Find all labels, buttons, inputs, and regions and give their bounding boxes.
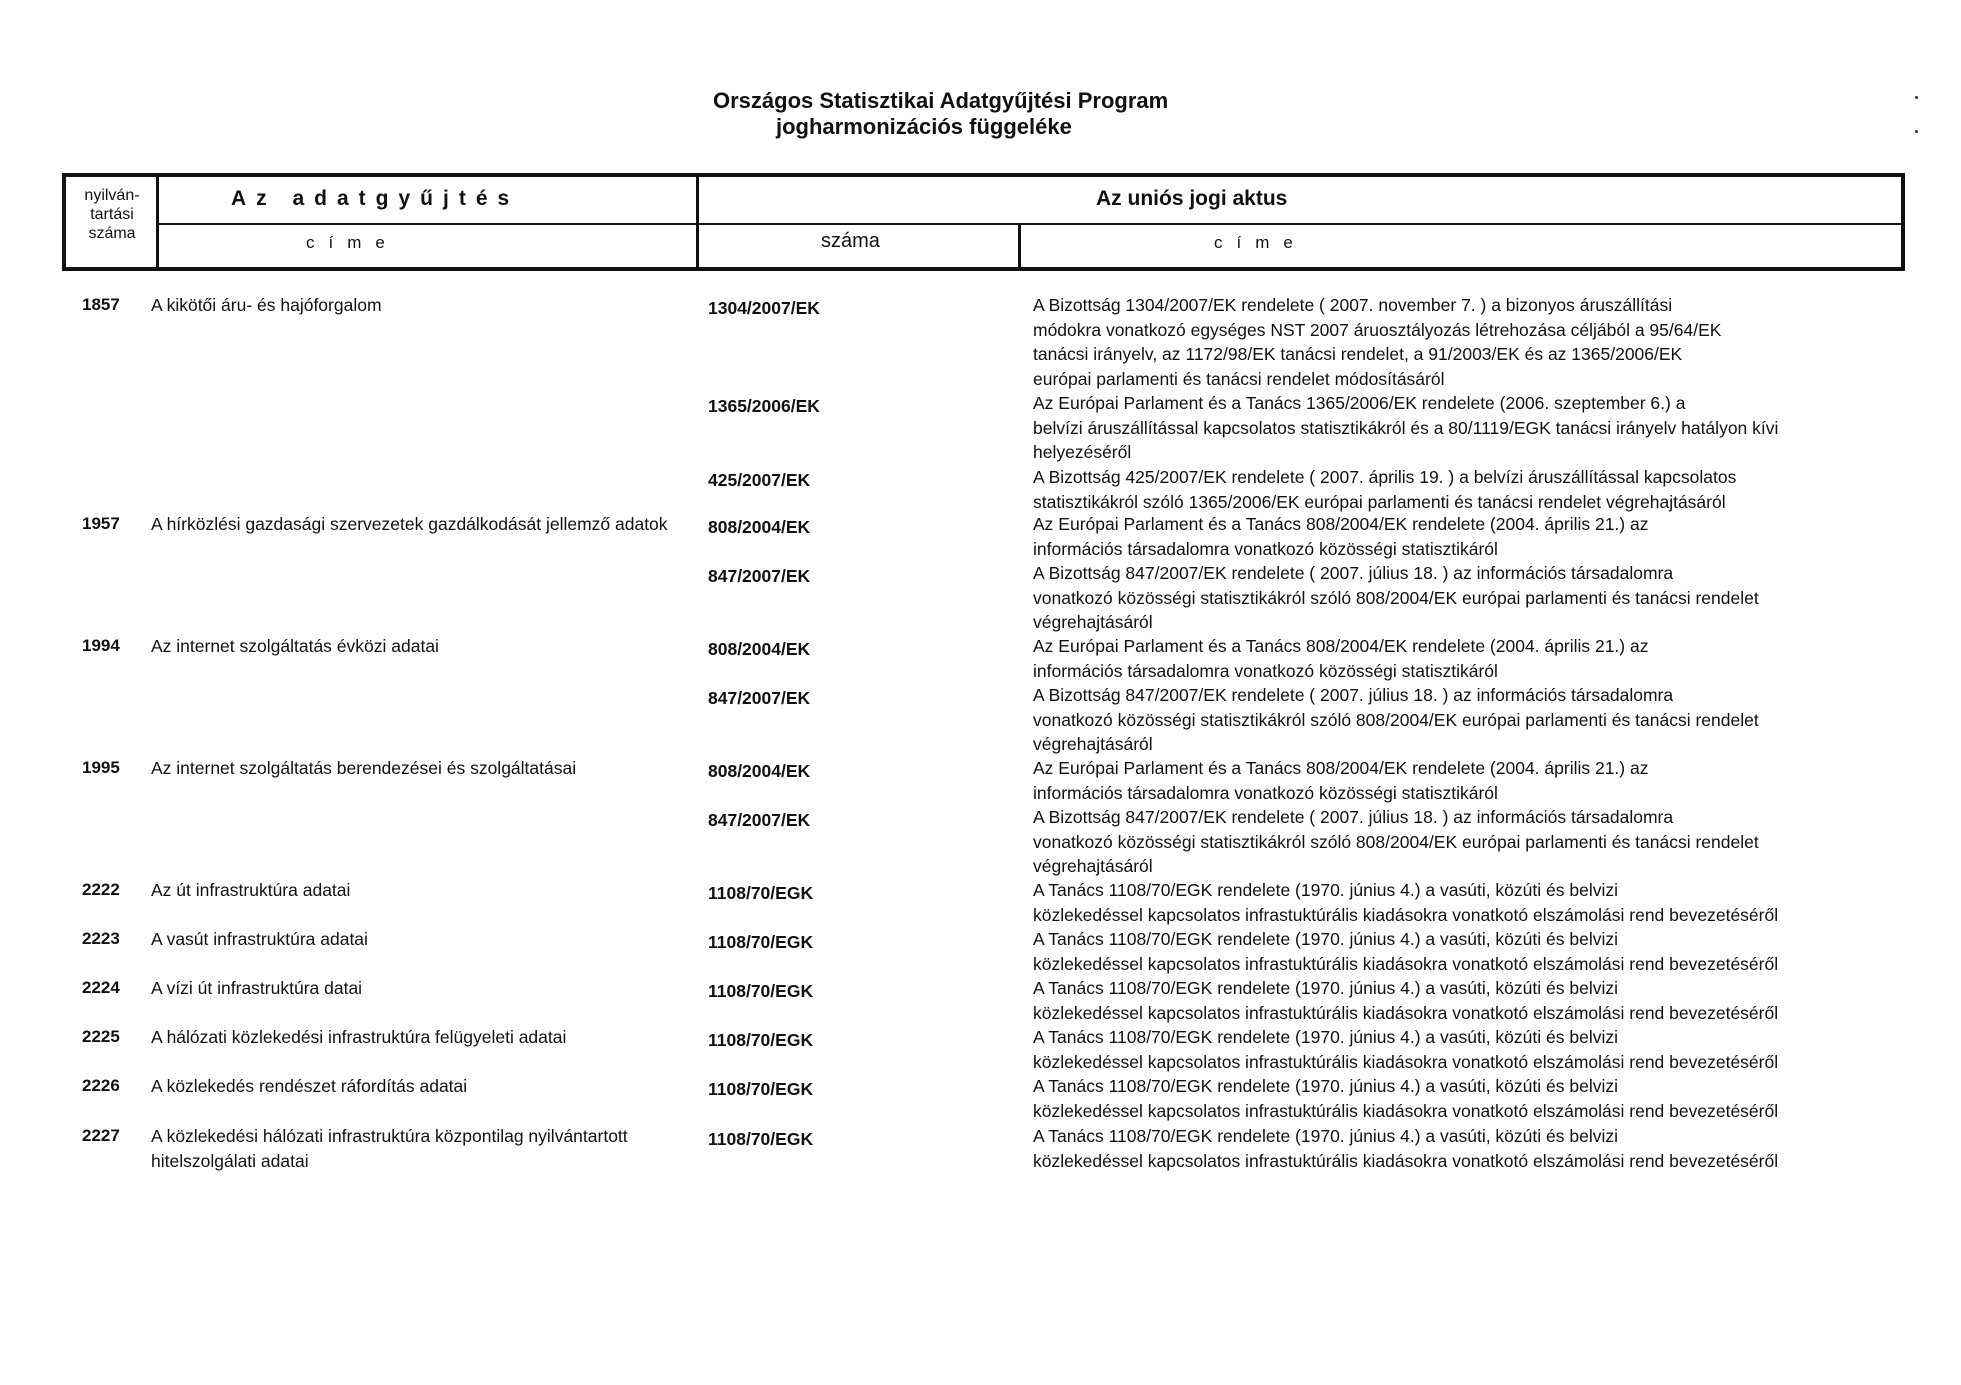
collection-title: Az internet szolgáltatás évközi adatai <box>151 636 439 656</box>
act-title-line: vonatkozó közösségi statisztikákról szóló 808/2004/EK európai parlamenti és tanácsi rendelet <box>1033 587 1759 608</box>
act-title <box>1033 634 1948 683</box>
act-title-line: végrehajtásáról <box>1033 734 1153 754</box>
act-number: 425/2007/EK <box>708 470 811 490</box>
registry-number: 1995 <box>82 758 120 777</box>
act-title-line: belvízi áruszállítással kapcsolatos statisztikákról és a 80/1119/EGK tanácsi irányelv hatályon kívi <box>1033 417 1779 438</box>
act-number: 1108/70/EGK <box>708 981 814 1001</box>
act-title <box>1033 805 1948 879</box>
act-number: 808/2004/EK <box>708 517 811 537</box>
act-title <box>1033 465 1948 514</box>
act-title-line: információs társadalomra vonatkozó közösségi statisztikáról <box>1033 538 1498 559</box>
header-divider <box>156 177 159 267</box>
margin-dot <box>1915 96 1918 99</box>
act-title <box>1033 561 1948 635</box>
act-number: 808/2004/EK <box>708 639 811 659</box>
collection-title-header: címe <box>306 233 399 252</box>
registry-number: 2222 <box>82 880 120 899</box>
act-title-line: Az Európai Parlament és a Tanács 808/2004/EK rendelete (2004. április 21.) az <box>1033 758 1649 778</box>
act-title-line: európai parlamenti és tanácsi rendelet módosításáról <box>1033 368 1445 389</box>
margin-dot <box>1915 130 1918 133</box>
registry-number-header: nyilván- tartási száma <box>84 187 140 242</box>
act-title-line: A Tanács 1108/70/EGK rendelete (1970. június 4.) a vasúti, közúti és belvizi <box>1033 1076 1618 1096</box>
act-title-line: információs társadalomra vonatkozó közösségi statisztikáról <box>1033 782 1498 803</box>
collection-title: A vízi út infrastruktúra datai <box>151 978 363 998</box>
act-title-line: A Bizottság 847/2007/EK rendelete ( 2007. július 18. ) az információs társadalomra <box>1033 807 1674 827</box>
act-title <box>1033 1025 1948 1074</box>
act-number: 847/2007/EK <box>708 566 811 586</box>
act-title-line: Az Európai Parlament és a Tanács 808/2004/EK rendelete (2004. április 21.) az <box>1033 514 1649 534</box>
act-title <box>1033 1074 1948 1123</box>
collection-title: A közlekedés rendészet ráfordítás adatai <box>151 1076 468 1096</box>
act-title <box>1033 683 1948 757</box>
act-title-line: végrehajtásáról <box>1033 612 1153 632</box>
collection-title: A közlekedési hálózati infrastruktúra központilag nyilvántartott hitelszolgálati adatai <box>151 1126 628 1171</box>
act-title-line: közlekedéssel kapcsolatos infrastuktúrális kiadásokra vonatkotó elszámolási rend bevezetéséről <box>1033 1051 1779 1072</box>
act-title-line: statisztikákról szóló 1365/2006/EK európai parlamenti és tanácsi rendelet végrehajtásáról <box>1033 491 1726 512</box>
act-title <box>1033 512 1948 561</box>
act-title-line: A Tanács 1108/70/EGK rendelete (1970. június 4.) a vasúti, közúti és belvizi <box>1033 978 1618 998</box>
act-title-line: A Bizottság 425/2007/EK rendelete ( 2007. április 19. ) a belvízi áruszállítással kapcsolatos <box>1033 467 1737 487</box>
registry-number: 1994 <box>82 636 120 655</box>
act-title-line: közlekedéssel kapcsolatos infrastuktúrális kiadásokra vonatkotó elszámolási rend bevezetéséről <box>1033 1002 1779 1023</box>
act-title-line: A Tanács 1108/70/EGK rendelete (1970. június 4.) a vasúti, közúti és belvizi <box>1033 1126 1618 1146</box>
data-collection-header: Az adatgyűjtés <box>231 187 520 210</box>
act-title <box>1033 293 1948 391</box>
registry-number: 2225 <box>82 1027 120 1046</box>
act-number: 1108/70/EGK <box>708 1079 814 1099</box>
act-title-line: A Tanács 1108/70/EGK rendelete (1970. június 4.) a vasúti, közúti és belvizi <box>1033 1027 1618 1047</box>
act-title-line: A Tanács 1108/70/EGK rendelete (1970. június 4.) a vasúti, közúti és belvizi <box>1033 929 1618 949</box>
act-title-line: Az Európai Parlament és a Tanács 1365/2006/EK rendelete (2006. szeptember 6.) a <box>1033 393 1686 413</box>
document-subtitle: jogharmonizációs függeléke <box>776 114 1072 139</box>
act-number: 1108/70/EGK <box>708 1129 814 1149</box>
header-divider <box>696 177 699 267</box>
act-title-line: tanácsi irányelv, az 1172/98/EK tanácsi rendelet, a 91/2003/EK és az 1365/2006/EK <box>1033 344 1683 364</box>
act-title-line: módokra vonatkozó egységes NST 2007 áruosztályozás létrehozása céljából a 95/64/EK <box>1033 319 1722 340</box>
act-title-header: címe <box>1214 233 1307 252</box>
collection-title: A hírközlési gazdasági szervezetek gazdálkodását jellemző adatok <box>151 514 668 534</box>
act-title-line: Az Európai Parlament és a Tanács 808/2004/EK rendelete (2004. április 21.) az <box>1033 636 1649 656</box>
act-number: 1108/70/EGK <box>708 883 814 903</box>
act-title-line: közlekedéssel kapcsolatos infrastuktúrális kiadásokra vonatkotó elszámolási rend bevezetéséről <box>1033 953 1779 974</box>
registry-number: 2226 <box>82 1076 120 1095</box>
act-title <box>1033 976 1948 1025</box>
act-title-line: közlekedéssel kapcsolatos infrastuktúrális kiadásokra vonatkotó elszámolási rend bevezetéséről <box>1033 1150 1779 1171</box>
act-title-line: végrehajtásáról <box>1033 856 1153 876</box>
act-title-line: A Bizottság 1304/2007/EK rendelete ( 2007. november 7. ) a bizonyos áruszállítási <box>1033 295 1673 315</box>
act-number: 808/2004/EK <box>708 761 811 781</box>
act-title-line: A Bizottság 847/2007/EK rendelete ( 2007. július 18. ) az információs társadalomra <box>1033 685 1674 705</box>
act-title-line: A Tanács 1108/70/EGK rendelete (1970. június 4.) a vasúti, közúti és belvizi <box>1033 880 1618 900</box>
collection-title: A hálózati közlekedési infrastruktúra felügyeleti adatai <box>151 1027 567 1047</box>
act-title-line: helyezéséről <box>1033 442 1132 462</box>
act-number: 1108/70/EGK <box>708 932 814 952</box>
act-title-line: A Bizottság 847/2007/EK rendelete ( 2007. július 18. ) az információs társadalomra <box>1033 563 1674 583</box>
act-title-line: vonatkozó közösségi statisztikákról szóló 808/2004/EK európai parlamenti és tanácsi rendelet <box>1033 709 1759 730</box>
act-number: 1365/2006/EK <box>708 396 820 416</box>
eu-act-header: Az uniós jogi aktus <box>1096 187 1288 210</box>
act-title-line: információs társadalomra vonatkozó közösségi statisztikáról <box>1033 660 1498 681</box>
registry-number: 1957 <box>82 514 120 533</box>
act-number: 847/2007/EK <box>708 810 811 830</box>
act-number: 847/2007/EK <box>708 688 811 708</box>
collection-title: A vasút infrastruktúra adatai <box>151 929 368 949</box>
registry-number: 2227 <box>82 1126 120 1145</box>
act-title <box>1033 756 1948 805</box>
collection-title: Az internet szolgáltatás berendezései és szolgáltatásai <box>151 758 577 778</box>
collection-title: Az út infrastruktúra adatai <box>151 880 351 900</box>
act-title <box>1033 878 1948 927</box>
act-title <box>1033 391 1948 465</box>
act-number: 1304/2007/EK <box>708 298 820 318</box>
act-title-line: vonatkozó közösségi statisztikákról szóló 808/2004/EK európai parlamenti és tanácsi rendelet <box>1033 831 1759 852</box>
table-header <box>62 173 1905 271</box>
registry-number: 2224 <box>82 978 120 997</box>
collection-title: A kikötői áru- és hajóforgalom <box>151 295 382 315</box>
act-title-line: közlekedéssel kapcsolatos infrastuktúrális kiadásokra vonatkotó elszámolási rend bevezetéséről <box>1033 904 1779 925</box>
act-title <box>1033 1124 1948 1173</box>
act-title <box>1033 927 1948 976</box>
header-divider <box>156 223 1901 225</box>
registry-number: 2223 <box>82 929 120 948</box>
header-divider <box>1018 225 1021 267</box>
registry-number: 1857 <box>82 295 120 314</box>
act-number: 1108/70/EGK <box>708 1030 814 1050</box>
act-number-header: száma <box>821 230 880 252</box>
act-title-line: közlekedéssel kapcsolatos infrastuktúrális kiadásokra vonatkotó elszámolási rend bevezetéséről <box>1033 1100 1779 1121</box>
document-title: Országos Statisztikai Adatgyűjtési Program <box>713 88 1169 113</box>
